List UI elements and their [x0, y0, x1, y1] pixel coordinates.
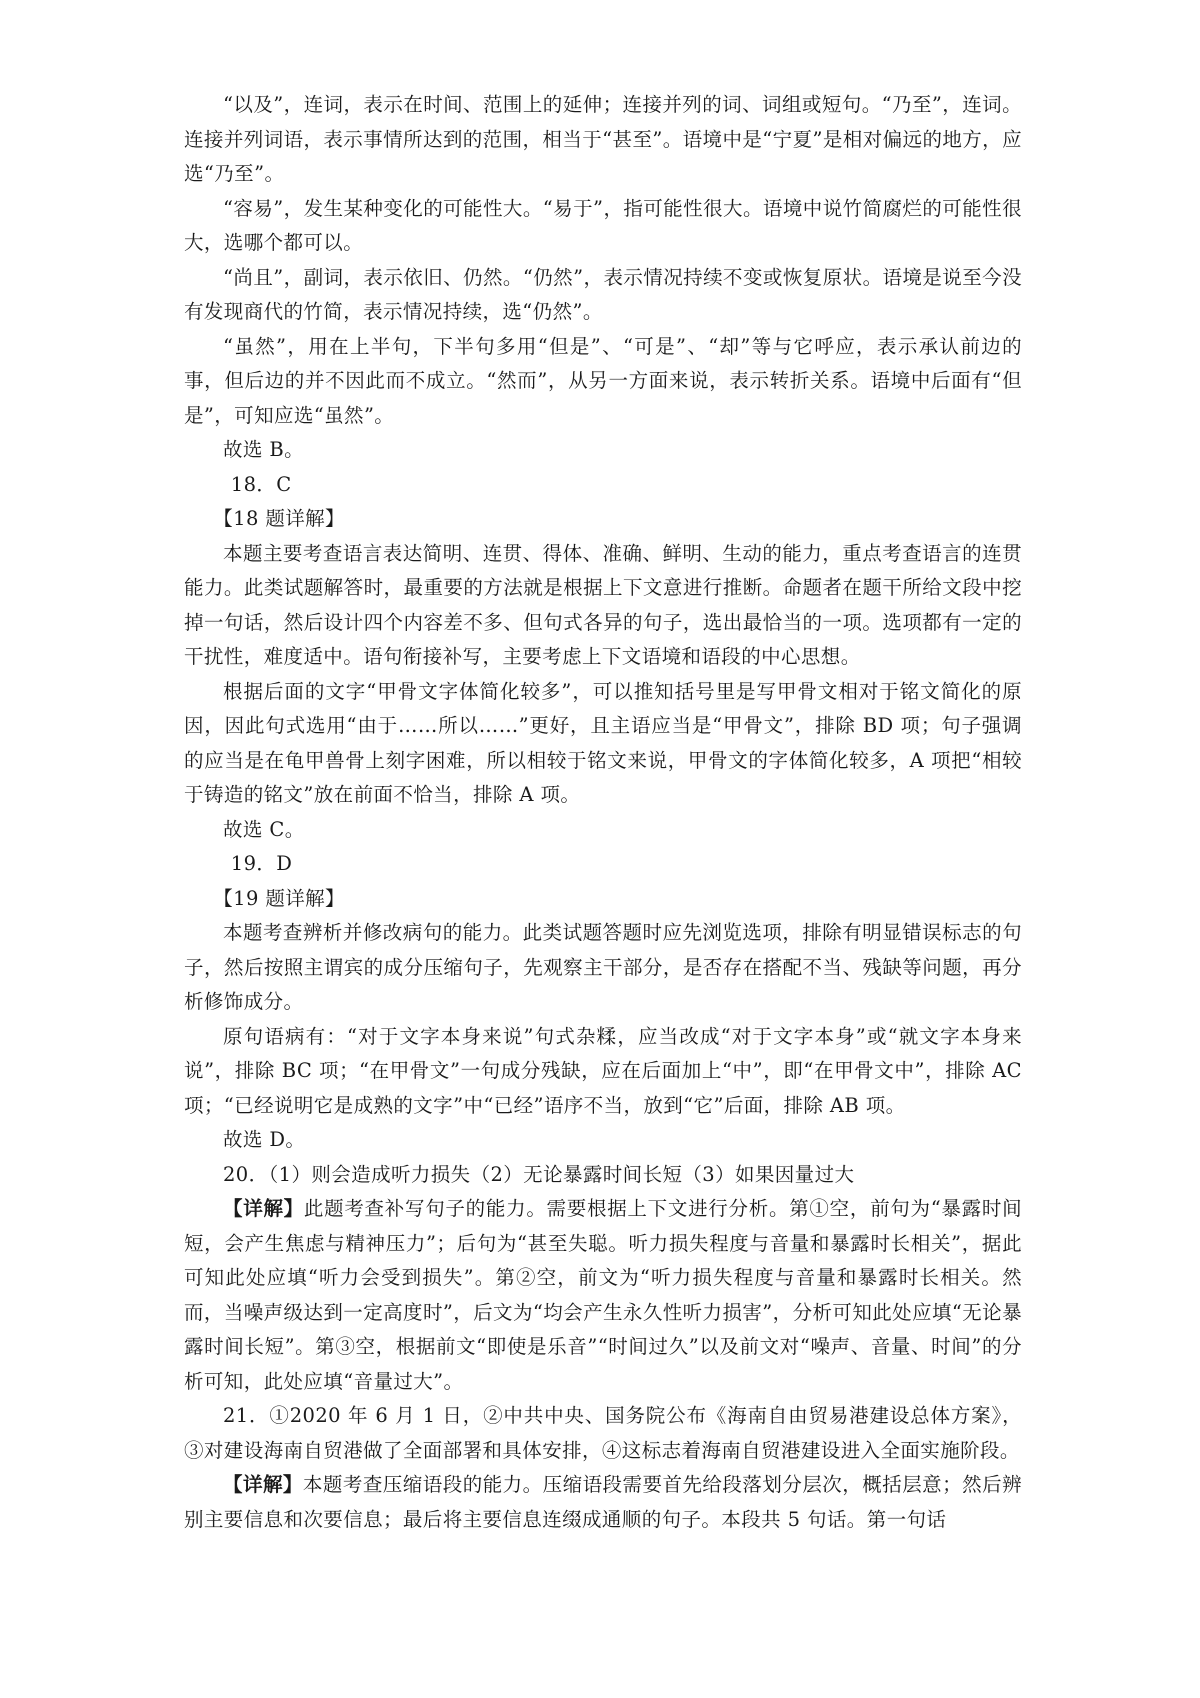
- paragraph-text: 【19 题详解】: [213, 886, 345, 910]
- paragraph-suiran-raner: [184, 330, 1022, 434]
- paragraph-18-analysis: [184, 675, 1022, 813]
- paragraph-text: 根据后面的文字“甲骨文字体简化较多”，可以推知括号里是写甲骨文相对于铭文简化的原因，因此句式选用“由于……所以……”更好，且主语应当是“甲骨文”，排除 BD 项；句子强调的应当是在龟甲兽骨上刻字困难，所以相较于铭文来说，甲骨文的字体简化较多，A 项把“相较于铸造的铭文”放在前面不恰当，排除 A 项。: [184, 679, 1022, 806]
- paragraph-19-analysis: [184, 1020, 1022, 1124]
- conclusion-17: [184, 433, 1022, 468]
- paragraph-text: “以及”，连词，表示在时间、范围上的延伸；连接并列的词、词组或短句。“乃至”，连词。连接并列词语，表示事情所达到的范围，相当于“甚至”。语境中是“宁夏”是相对偏远的地方，应选“乃至”。: [184, 93, 1022, 185]
- paragraph-text: 21．①2020 年 6 月 1 日，②中共中央、国务院公布《海南自由贸易港建设总体方案》，③对建设海南自贸港做了全面部署和具体安排，④这标志着海南自贸港建设进入全面实施阶段。: [184, 1404, 1022, 1462]
- answer-21: [184, 1399, 1022, 1468]
- paragraph-text: 故选 D。: [223, 1128, 306, 1151]
- answer-18: [184, 468, 1022, 503]
- detail-label: 【详解】: [223, 1473, 303, 1496]
- paragraph-text: “容易”，发生某种变化的可能性大。“易于”，指可能性很大。语境中说竹简腐烂的可能性很大，选哪个都可以。: [184, 196, 1022, 254]
- paragraph-19-intro: [184, 916, 1022, 1020]
- paragraph-text: 20．（1）则会造成听力损失（2）无论暴露时间长短（3）如果因量过大: [223, 1162, 855, 1186]
- paragraph-text: 此题考查补写句子的能力。需要根据上下文进行分析。第①空，前句为“暴露时间短，会产生焦虑与精神压力”；后句为“甚至失聪。听力损失程度与音量和暴露时长相关”，据此可知此处应填“听力会受到损失”。第②空，前文为“听力损失程度与音量和暴露时长相关。然而，当噪声级达到一定高度时”，后文为“均会产生永久性听力损害”，分析可知此处应填“无论暴露时间长短”。第③空，根据前文“即使是乐音”“时间过久”以及前文对“噪声、音量、时间”的分析可知，此处应填“音量过大”。: [184, 1197, 1022, 1393]
- heading-19-explanation: [184, 882, 1022, 917]
- heading-18-explanation: [184, 502, 1022, 537]
- paragraph-text: 故选 C。: [223, 817, 305, 841]
- conclusion-18: [184, 813, 1022, 848]
- paragraph-text: 本题考查压缩语段的能力。压缩语段需要首先给段落划分层次，概括层意；然后辨别主要信息和次要信息；最后将主要信息连缀成通顺的句子。本段共 5 句话。第一句话: [184, 1473, 1022, 1531]
- paragraph-text: 原句语病有：“对于文字本身来说”句式杂糅，应当改成“对于文字本身”或“就文字本身来说”，排除 BC 项；“在甲骨文”一句成分残缺，应在后面加上“中”，即“在甲骨文中”，排除 AC 项；“已经说明它是成熟的文字”中“已经”语序不当，放到“它”后面，排除 AB 项。: [184, 1024, 1022, 1117]
- answer-19: [184, 847, 1022, 882]
- answer-20: [184, 1158, 1022, 1193]
- paragraph-shangqie-rengran: [184, 261, 1022, 330]
- paragraph-text: 19．D: [230, 852, 293, 875]
- paragraph-18-intro: [184, 537, 1022, 675]
- paragraph-text: 18．C: [230, 472, 292, 496]
- paragraph-text: 本题考查辨析并修改病句的能力。此类试题答题时应先浏览选项，排除有明显错误标志的句子，然后按照主谓宾的成分压缩句子，先观察主干部分，是否存在搭配不当、残缺等问题，再分析修饰成分。: [184, 921, 1022, 1013]
- paragraph-text: 本题主要考查语言表达简明、连贯、得体、准确、鲜明、生动的能力，重点考查语言的连贯能力。此类试题解答时，最重要的方法就是根据上下文意进行推断。命题者在题干所给文段中挖掉一句话，然后设计四个内容差不多、但句式各异的句子，选出最恰当的一项。选项都有一定的干扰性，难度适中。语句衔接补写，主要考虑上下文语境和语段的中心思想。: [184, 541, 1022, 668]
- paragraph-text: 【18 题详解】: [213, 507, 345, 530]
- paragraph-rongyi-yiyu: [184, 192, 1022, 261]
- paragraph-text: “虽然”，用在上半句，下半句多用“但是”、“可是”、“却”等与它呼应，表示承认前边的事，但后边的并不因此而不成立。“然而”，从另一方面来说，表示转折关系。语境中后面有“但是”，可知应选“虽然”。: [184, 334, 1022, 427]
- paragraph-text: 故选 B。: [223, 438, 305, 461]
- paragraph-yiji-naizhi: [184, 88, 1022, 192]
- paragraph-text: “尚且”，副词，表示依旧、仍然。“仍然”，表示情况持续不变或恢复原状。语境是说至今没有发现商代的竹简，表示情况持续，选“仍然”。: [184, 265, 1022, 323]
- paragraph-20-explanation: [184, 1192, 1022, 1399]
- conclusion-19: [184, 1123, 1022, 1158]
- paragraph-21-explanation: [184, 1468, 1022, 1537]
- detail-label: 【详解】: [223, 1197, 304, 1220]
